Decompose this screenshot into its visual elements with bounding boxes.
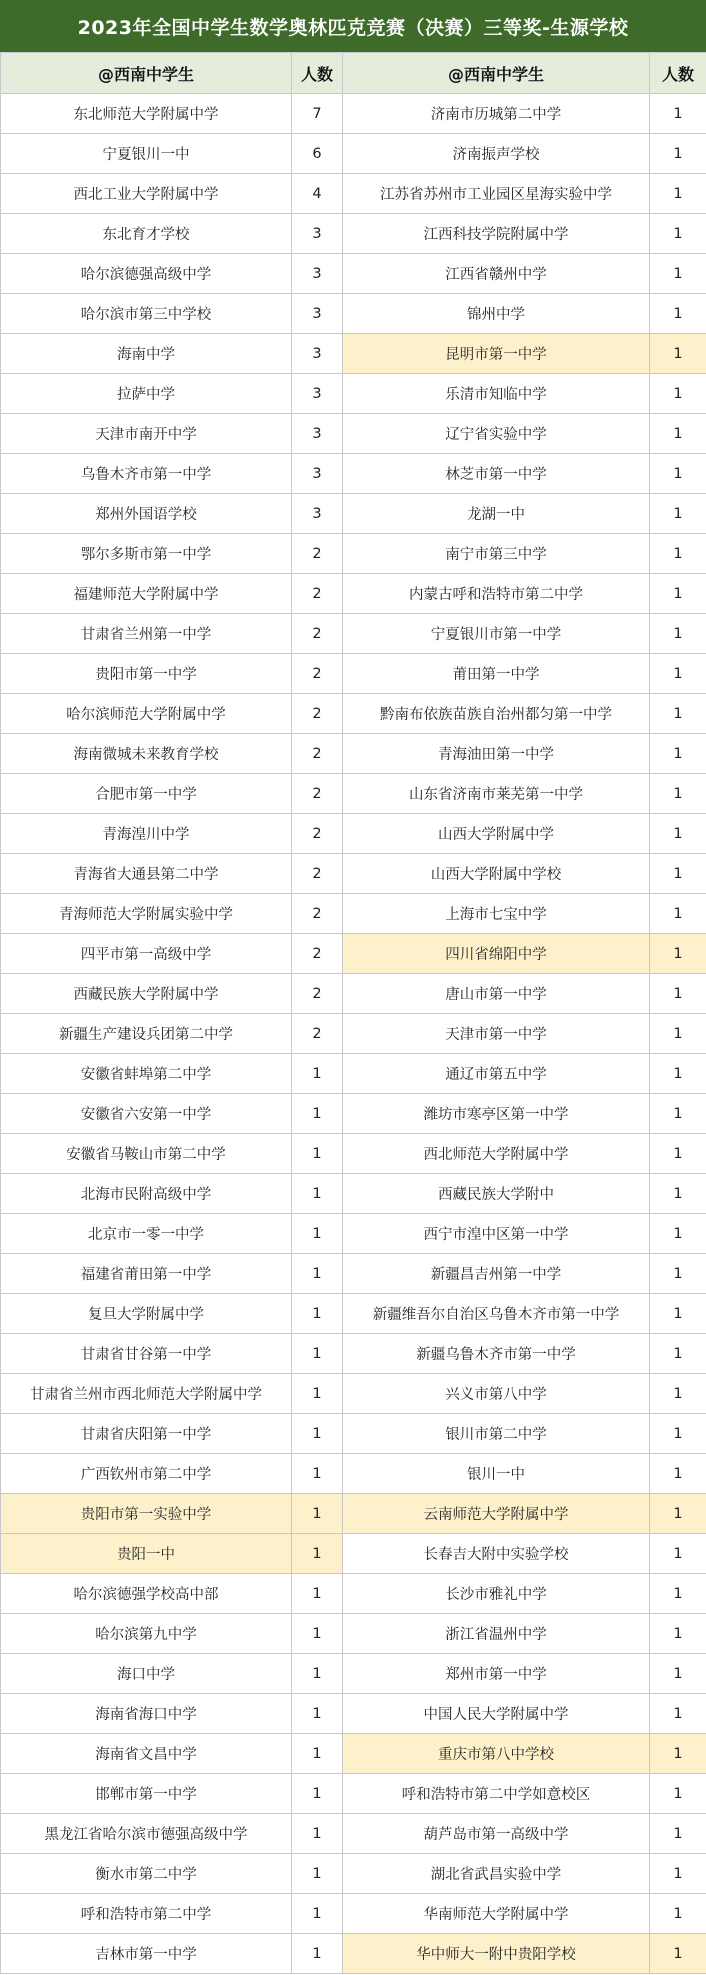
school-name-left: 海南省文昌中学 [1, 1734, 292, 1774]
school-name-left: 四平市第一高级中学 [1, 934, 292, 974]
school-name-right: 山东省济南市莱芜第一中学 [343, 774, 650, 814]
school-name-left: 安徽省蚌埠第二中学 [1, 1054, 292, 1094]
school-name-left: 衡水市第二中学 [1, 1854, 292, 1894]
school-name-right: 通辽市第五中学 [343, 1054, 650, 1094]
count-left: 3 [292, 414, 343, 454]
school-name-right: 唐山市第一中学 [343, 974, 650, 1014]
count-right: 1 [650, 1854, 706, 1894]
table-row [1, 1894, 706, 1934]
count-right: 1 [650, 454, 706, 494]
school-name-right: 南宁市第三中学 [343, 534, 650, 574]
school-name-left: 甘肃省兰州市西北师范大学附属中学 [1, 1374, 292, 1414]
count-left: 3 [292, 294, 343, 334]
count-right: 1 [650, 574, 706, 614]
table-header-row [1, 53, 706, 94]
table-row [1, 1534, 706, 1574]
school-name-left: 北京市一零一中学 [1, 1214, 292, 1254]
school-name-right: 山西大学附属中学校 [343, 854, 650, 894]
count-right: 1 [650, 214, 706, 254]
school-name-right: 莆田第一中学 [343, 654, 650, 694]
count-left: 2 [292, 934, 343, 974]
table-row [1, 694, 706, 734]
header-school-left: @西南中学生 [1, 53, 292, 94]
school-name-left: 拉萨中学 [1, 374, 292, 414]
table-row [1, 1494, 706, 1534]
table-row [1, 614, 706, 654]
table-row [1, 1094, 706, 1134]
table-row [1, 654, 706, 694]
count-right: 1 [650, 1774, 706, 1814]
count-right: 1 [650, 94, 706, 134]
count-right: 1 [650, 174, 706, 214]
count-left: 1 [292, 1134, 343, 1174]
count-left: 2 [292, 974, 343, 1014]
count-right: 1 [650, 414, 706, 454]
count-left: 2 [292, 614, 343, 654]
count-right: 1 [650, 614, 706, 654]
school-name-left: 哈尔滨德强学校高中部 [1, 1574, 292, 1614]
table-row [1, 294, 706, 334]
count-left: 1 [292, 1294, 343, 1334]
count-right: 1 [650, 334, 706, 374]
count-right: 1 [650, 134, 706, 174]
count-right: 1 [650, 1374, 706, 1414]
school-name-right: 林芝市第一中学 [343, 454, 650, 494]
count-right: 1 [650, 1814, 706, 1854]
table-row [1, 534, 706, 574]
count-left: 6 [292, 134, 343, 174]
table-row [1, 134, 706, 174]
school-name-left: 哈尔滨师范大学附属中学 [1, 694, 292, 734]
count-left: 1 [292, 1174, 343, 1214]
school-name-left: 鄂尔多斯市第一中学 [1, 534, 292, 574]
count-left: 1 [292, 1814, 343, 1854]
table-row [1, 814, 706, 854]
school-name-left: 贵阳一中 [1, 1534, 292, 1574]
count-right: 1 [650, 894, 706, 934]
count-left: 1 [292, 1494, 343, 1534]
school-name-left: 复旦大学附属中学 [1, 1294, 292, 1334]
school-name-right: 银川市第二中学 [343, 1414, 650, 1454]
count-right: 1 [650, 1574, 706, 1614]
count-right: 1 [650, 774, 706, 814]
school-name-right: 新疆维吾尔自治区乌鲁木齐市第一中学 [343, 1294, 650, 1334]
count-left: 1 [292, 1774, 343, 1814]
count-right: 1 [650, 534, 706, 574]
school-name-left: 青海师范大学附属实验中学 [1, 894, 292, 934]
count-left: 3 [292, 454, 343, 494]
school-name-left: 青海湟川中学 [1, 814, 292, 854]
count-right: 1 [650, 734, 706, 774]
school-name-right: 新疆昌吉州第一中学 [343, 1254, 650, 1294]
table-row [1, 494, 706, 534]
school-name-left: 哈尔滨市第三中学校 [1, 294, 292, 334]
count-right: 1 [650, 1214, 706, 1254]
count-left: 1 [292, 1334, 343, 1374]
school-name-left: 北海市民附高级中学 [1, 1174, 292, 1214]
count-right: 1 [650, 694, 706, 734]
table-row [1, 374, 706, 414]
table-row [1, 1654, 706, 1694]
count-right: 1 [650, 1134, 706, 1174]
table-body [1, 94, 706, 1974]
school-name-right: 西藏民族大学附中 [343, 1174, 650, 1214]
count-right: 1 [650, 854, 706, 894]
count-left: 1 [292, 1694, 343, 1734]
school-name-right: 内蒙古呼和浩特市第二中学 [343, 574, 650, 614]
table-row [1, 734, 706, 774]
school-name-left: 安徽省六安第一中学 [1, 1094, 292, 1134]
table-row [1, 1134, 706, 1174]
school-name-right: 济南振声学校 [343, 134, 650, 174]
school-name-right: 银川一中 [343, 1454, 650, 1494]
school-name-right: 重庆市第八中学校 [343, 1734, 650, 1774]
count-left: 1 [292, 1574, 343, 1614]
school-name-right: 宁夏银川市第一中学 [343, 614, 650, 654]
count-left: 2 [292, 814, 343, 854]
table-row [1, 1454, 706, 1494]
count-left: 1 [292, 1054, 343, 1094]
school-name-right: 山西大学附属中学 [343, 814, 650, 854]
count-right: 1 [650, 1494, 706, 1534]
school-name-right: 西宁市湟中区第一中学 [343, 1214, 650, 1254]
count-right: 1 [650, 1174, 706, 1214]
awards-table [0, 52, 706, 1974]
school-name-right: 青海油田第一中学 [343, 734, 650, 774]
count-right: 1 [650, 974, 706, 1014]
count-left: 1 [292, 1214, 343, 1254]
school-name-left: 甘肃省甘谷第一中学 [1, 1334, 292, 1374]
school-name-left: 东北师范大学附属中学 [1, 94, 292, 134]
count-left: 2 [292, 574, 343, 614]
table-row [1, 1214, 706, 1254]
table-row [1, 1374, 706, 1414]
table-row [1, 1414, 706, 1454]
count-left: 1 [292, 1094, 343, 1134]
count-left: 1 [292, 1534, 343, 1574]
table-row [1, 254, 706, 294]
school-name-right: 乐清市知临中学 [343, 374, 650, 414]
school-name-left: 甘肃省兰州第一中学 [1, 614, 292, 654]
count-left: 3 [292, 374, 343, 414]
school-name-left: 海南省海口中学 [1, 1694, 292, 1734]
school-name-right: 长春吉大附中实验学校 [343, 1534, 650, 1574]
count-left: 2 [292, 774, 343, 814]
count-left: 2 [292, 734, 343, 774]
school-name-right: 济南市历城第二中学 [343, 94, 650, 134]
table-row [1, 1774, 706, 1814]
table-row [1, 1854, 706, 1894]
school-name-right: 江西省赣州中学 [343, 254, 650, 294]
school-name-right: 辽宁省实验中学 [343, 414, 650, 454]
count-right: 1 [650, 1894, 706, 1934]
table-row [1, 414, 706, 454]
count-left: 2 [292, 854, 343, 894]
count-right: 1 [650, 1254, 706, 1294]
count-left: 1 [292, 1454, 343, 1494]
school-name-right: 浙江省温州中学 [343, 1614, 650, 1654]
count-left: 2 [292, 694, 343, 734]
school-name-left: 合肥市第一中学 [1, 774, 292, 814]
school-name-left: 呼和浩特市第二中学 [1, 1894, 292, 1934]
table-row [1, 1014, 706, 1054]
school-name-left: 哈尔滨德强高级中学 [1, 254, 292, 294]
table-row [1, 94, 706, 134]
school-name-right: 江西科技学院附属中学 [343, 214, 650, 254]
school-name-right: 黔南布依族苗族自治州都匀第一中学 [343, 694, 650, 734]
school-name-left: 黑龙江省哈尔滨市德强高级中学 [1, 1814, 292, 1854]
school-name-left: 安徽省马鞍山市第二中学 [1, 1134, 292, 1174]
count-right: 1 [650, 1334, 706, 1374]
count-right: 1 [650, 1414, 706, 1454]
school-name-right: 湖北省武昌实验中学 [343, 1854, 650, 1894]
count-right: 1 [650, 1534, 706, 1574]
school-name-left: 海口中学 [1, 1654, 292, 1694]
table-row [1, 1574, 706, 1614]
school-name-right: 葫芦岛市第一高级中学 [343, 1814, 650, 1854]
school-name-left: 哈尔滨第九中学 [1, 1614, 292, 1654]
table-row [1, 1694, 706, 1734]
count-left: 1 [292, 1854, 343, 1894]
table-row [1, 894, 706, 934]
table-row [1, 454, 706, 494]
table-row [1, 1054, 706, 1094]
count-right: 1 [650, 374, 706, 414]
count-left: 1 [292, 1654, 343, 1694]
school-name-left: 广西钦州市第二中学 [1, 1454, 292, 1494]
school-name-left: 天津市南开中学 [1, 414, 292, 454]
school-name-left: 宁夏银川一中 [1, 134, 292, 174]
school-name-right: 江苏省苏州市工业园区星海实验中学 [343, 174, 650, 214]
school-name-right: 四川省绵阳中学 [343, 934, 650, 974]
school-name-left: 吉林市第一中学 [1, 1934, 292, 1974]
count-right: 1 [650, 1294, 706, 1334]
table-row [1, 214, 706, 254]
school-name-right: 郑州市第一中学 [343, 1654, 650, 1694]
school-name-left: 新疆生产建设兵团第二中学 [1, 1014, 292, 1054]
school-name-left: 福建省莆田第一中学 [1, 1254, 292, 1294]
school-name-left: 西藏民族大学附属中学 [1, 974, 292, 1014]
count-left: 3 [292, 334, 343, 374]
table-row [1, 1294, 706, 1334]
count-left: 1 [292, 1254, 343, 1294]
table-row [1, 1614, 706, 1654]
count-right: 1 [650, 1094, 706, 1134]
school-name-right: 呼和浩特市第二中学如意校区 [343, 1774, 650, 1814]
table-row [1, 1254, 706, 1294]
count-right: 1 [650, 1454, 706, 1494]
count-left: 2 [292, 894, 343, 934]
table-row [1, 1734, 706, 1774]
school-name-right: 华中师大一附中贵阳学校 [343, 1934, 650, 1974]
school-name-right: 中国人民大学附属中学 [343, 1694, 650, 1734]
count-left: 3 [292, 254, 343, 294]
header-count-right: 人数 [650, 53, 706, 94]
count-right: 1 [650, 1014, 706, 1054]
school-name-right: 长沙市雅礼中学 [343, 1574, 650, 1614]
school-name-right: 云南师范大学附属中学 [343, 1494, 650, 1534]
table-row [1, 1334, 706, 1374]
count-right: 1 [650, 654, 706, 694]
school-name-right: 昆明市第一中学 [343, 334, 650, 374]
school-name-right: 潍坊市寒亭区第一中学 [343, 1094, 650, 1134]
school-name-left: 邯郸市第一中学 [1, 1774, 292, 1814]
count-left: 3 [292, 494, 343, 534]
school-name-left: 福建师范大学附属中学 [1, 574, 292, 614]
school-name-left: 海南中学 [1, 334, 292, 374]
table-row [1, 334, 706, 374]
school-name-right: 上海市七宝中学 [343, 894, 650, 934]
table-row [1, 854, 706, 894]
table-row [1, 934, 706, 974]
count-left: 1 [292, 1734, 343, 1774]
table-row [1, 1934, 706, 1974]
count-left: 1 [292, 1414, 343, 1454]
count-right: 1 [650, 294, 706, 334]
header-count-left: 人数 [292, 53, 343, 94]
table-row [1, 574, 706, 614]
count-right: 1 [650, 934, 706, 974]
count-right: 1 [650, 494, 706, 534]
school-name-left: 甘肃省庆阳第一中学 [1, 1414, 292, 1454]
count-left: 1 [292, 1894, 343, 1934]
school-name-left: 贵阳市第一中学 [1, 654, 292, 694]
school-name-left: 西北工业大学附属中学 [1, 174, 292, 214]
school-name-right: 新疆乌鲁木齐市第一中学 [343, 1334, 650, 1374]
count-right: 1 [650, 1934, 706, 1974]
header-school-right: @西南中学生 [343, 53, 650, 94]
count-right: 1 [650, 1654, 706, 1694]
table-row [1, 974, 706, 1014]
count-left: 1 [292, 1374, 343, 1414]
count-left: 1 [292, 1614, 343, 1654]
count-right: 1 [650, 254, 706, 294]
table-row [1, 774, 706, 814]
page-title: 2023年全国中学生数学奥林匹克竞赛（决赛）三等奖-生源学校 [0, 0, 706, 52]
school-name-left: 贵阳市第一实验中学 [1, 1494, 292, 1534]
count-left: 1 [292, 1934, 343, 1974]
count-right: 1 [650, 1054, 706, 1094]
count-right: 1 [650, 1734, 706, 1774]
school-name-left: 乌鲁木齐市第一中学 [1, 454, 292, 494]
school-name-left: 海南微城未来教育学校 [1, 734, 292, 774]
count-left: 2 [292, 1014, 343, 1054]
count-right: 1 [650, 1614, 706, 1654]
school-name-left: 东北育才学校 [1, 214, 292, 254]
count-left: 2 [292, 654, 343, 694]
count-left: 2 [292, 534, 343, 574]
school-name-right: 西北师范大学附属中学 [343, 1134, 650, 1174]
school-name-right: 锦州中学 [343, 294, 650, 334]
table-row [1, 1174, 706, 1214]
count-left: 3 [292, 214, 343, 254]
count-left: 4 [292, 174, 343, 214]
school-name-right: 天津市第一中学 [343, 1014, 650, 1054]
school-name-right: 兴义市第八中学 [343, 1374, 650, 1414]
school-name-left: 郑州外国语学校 [1, 494, 292, 534]
count-right: 1 [650, 1694, 706, 1734]
count-right: 1 [650, 814, 706, 854]
school-name-left: 青海省大通县第二中学 [1, 854, 292, 894]
table-row [1, 174, 706, 214]
school-name-right: 华南师范大学附属中学 [343, 1894, 650, 1934]
school-name-right: 龙湖一中 [343, 494, 650, 534]
table-row [1, 1814, 706, 1854]
count-left: 7 [292, 94, 343, 134]
